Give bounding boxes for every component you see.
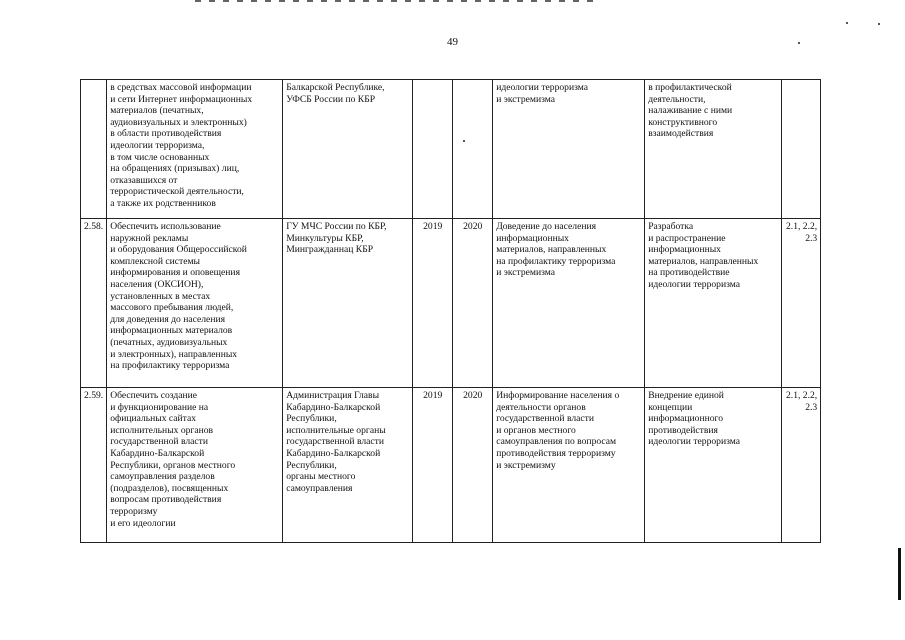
executors-text: Администрация Главы Кабардино-Балкарской Республики, исполнительные органы государственной власти Кабардино-Балкарской Республики, органы местного самоуправления (286, 390, 386, 494)
year-end: 2020 (463, 221, 483, 232)
measure-cell (107, 388, 283, 543)
indicator-text: в профилактической деятельности, налаживание с ними конструктивного взаимодействия (648, 82, 733, 140)
executors-cell (283, 80, 413, 219)
refs-cell (782, 219, 821, 388)
result-cell (493, 219, 645, 388)
refs-cell (782, 388, 821, 543)
result-cell (493, 80, 645, 219)
result-cell (493, 388, 645, 543)
year-start: 2019 (423, 221, 443, 232)
scan-noise-top (195, 0, 595, 2)
year-start-cell (413, 219, 453, 388)
program-table (80, 79, 821, 543)
executors-cell (283, 219, 413, 388)
measure-cell (107, 80, 283, 219)
executors-text: Балкарской Республике, УФСБ России по КБР (286, 82, 385, 105)
measure-text: в средствах массовой информации и сети Интернет информационных материалов (печатных, аудиовизуальных и электронных) в области противодействия идеологии терроризма, в том числе основанных на обращениях (призывах) лиц, отказавшихся от террористической деятельности, а также их родственников (110, 82, 253, 209)
year-start: 2019 (423, 390, 443, 401)
indicator-cell (645, 388, 782, 543)
indicator-text: Разработка и распространение информационных материалов, направленных на противодействие идеологии терроризма (648, 221, 759, 290)
scan-speck (878, 23, 880, 25)
result-text: идеологии терроризма и экстремизма (496, 82, 589, 105)
executors-text: ГУ МЧС России по КБР, Минкультуры КБР, Мингражданнац КБР (286, 221, 387, 256)
measure-text: Обеспечить использование наружной рекламы и оборудования Общероссийской комплексной системы информирования и оповещения населения (ОКСИОН), установленных в местах массового пребывания людей, для доведения до населения информационных материалов (печатных, аудиовизуальных и электронных), направленных на профилактику терроризма (110, 221, 247, 372)
year-end-cell (453, 219, 493, 388)
refs-text: 2.1, 2.2, 2.3 (786, 390, 818, 413)
table-row (81, 80, 821, 219)
measure-text: Обеспечить создание и функционирование на официальных сайтах исполнительных органов государственной власти Кабардино-Балкарской Республики, органов местного самоуправления разделов (подразделов), посвященных вопросам противодействия терроризму и его идеологии (110, 390, 236, 529)
scan-speck (846, 22, 848, 24)
result-text: Доведение до населения информационных материалов, направленных на профилактику терроризма и экстремизма (496, 221, 616, 279)
result-text: Информирование населения о деятельности органов государственной власти и органов местного самоуправления по вопросам противодействия терроризму и экстремизму (496, 390, 620, 471)
year-end-cell (453, 388, 493, 543)
refs-cell (782, 80, 821, 219)
year-start-cell (413, 80, 453, 219)
year-end-cell (453, 80, 493, 219)
executors-cell (283, 388, 413, 543)
row-number-cell (81, 80, 107, 219)
row-number-cell (81, 219, 107, 388)
measure-cell (107, 219, 283, 388)
year-start-cell (413, 388, 453, 543)
scan-edge-mark (898, 548, 901, 600)
row-number: 2.58. (84, 221, 104, 232)
page-number: 49 (447, 36, 458, 48)
year-end: 2020 (463, 390, 483, 401)
indicator-cell (645, 219, 782, 388)
table-row (81, 219, 821, 388)
row-number: 2.59. (84, 390, 104, 401)
indicator-cell (645, 80, 782, 219)
row-number-cell (81, 388, 107, 543)
table-row (81, 388, 821, 543)
indicator-text: Внедрение единой концепции информационного противодействия идеологии терроризма (648, 390, 741, 448)
refs-text: 2.1, 2.2, 2.3 (786, 221, 818, 244)
